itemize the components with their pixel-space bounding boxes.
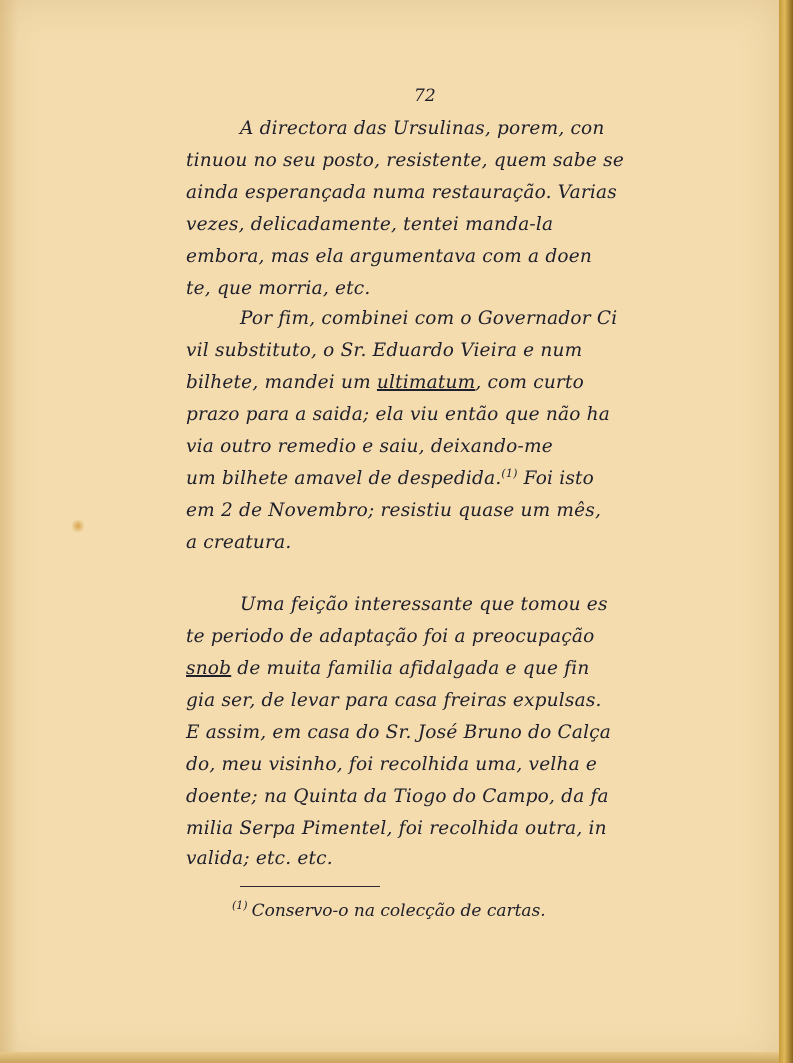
text-line: A directora das Ursulinas, porem, con: [240, 118, 605, 139]
text-line: prazo para a saida; ela viu então que não ha: [186, 404, 611, 425]
footnote-reference: (1): [501, 467, 518, 480]
text-line: doente; na Quinta da Tiogo do Campo, da fa: [186, 786, 609, 807]
text-line: valida; etc. etc.: [186, 848, 333, 869]
text-line: ainda esperançada numa restauração. Varias: [186, 182, 617, 203]
text-line: bilhete, mandei um ultimatum, com curto: [186, 372, 584, 393]
page-number: 72: [414, 86, 436, 106]
text-line: te, que morria, etc.: [186, 278, 371, 299]
underlined-word: ultimatum: [376, 372, 476, 393]
paper-stain: [72, 518, 84, 534]
text-line: do, meu visinho, foi recolhida uma, velha e: [186, 754, 598, 775]
text-line: um bilhete amavel de despedida.$^{(1)}$ Foi isto: [186, 467, 595, 489]
text-line: Uma feição interessante que tomou es: [240, 594, 608, 615]
text-line: milia Serpa Pimentel, foi recolhida outra, in: [186, 818, 607, 839]
footnote-separator: [240, 886, 380, 887]
footnote-mark: (1): [232, 899, 248, 912]
underlined-word: snob: [186, 658, 232, 679]
text-line: em 2 de Novembro; resistiu quase um mês,: [186, 500, 602, 521]
page-edge: [779, 0, 793, 1063]
text-line: tinuou no seu posto, resistente, quem sabe se: [186, 150, 624, 171]
text-line: vil substituto, o Sr. Eduardo Vieira e num: [186, 340, 583, 361]
text-line: embora, mas ela argumentava com a doen: [186, 246, 592, 267]
text-line: te periodo de adaptação foi a preocupação: [186, 626, 595, 647]
footnote: [232, 901, 546, 921]
text-line: E assim, em casa do Sr. José Bruno do Calça: [186, 722, 612, 743]
text-line: Por fim, combinei com o Governador Ci: [240, 308, 618, 329]
page-shadow: [0, 0, 18, 1052]
text-line: via outro remedio e saiu, deixando-me: [186, 436, 553, 457]
text-line: gia ser, de levar para casa freiras expulsas.: [186, 690, 602, 711]
text-line: a creatura.: [186, 532, 292, 553]
page-bottom-edge: [0, 1052, 779, 1063]
footnote-text: Conservo-o na colecção de cartas.: [251, 901, 546, 921]
text-line: vezes, delicadamente, tentei manda-la: [186, 214, 554, 235]
text-line: snob de muita familia afidalgada e que fin: [186, 658, 590, 679]
